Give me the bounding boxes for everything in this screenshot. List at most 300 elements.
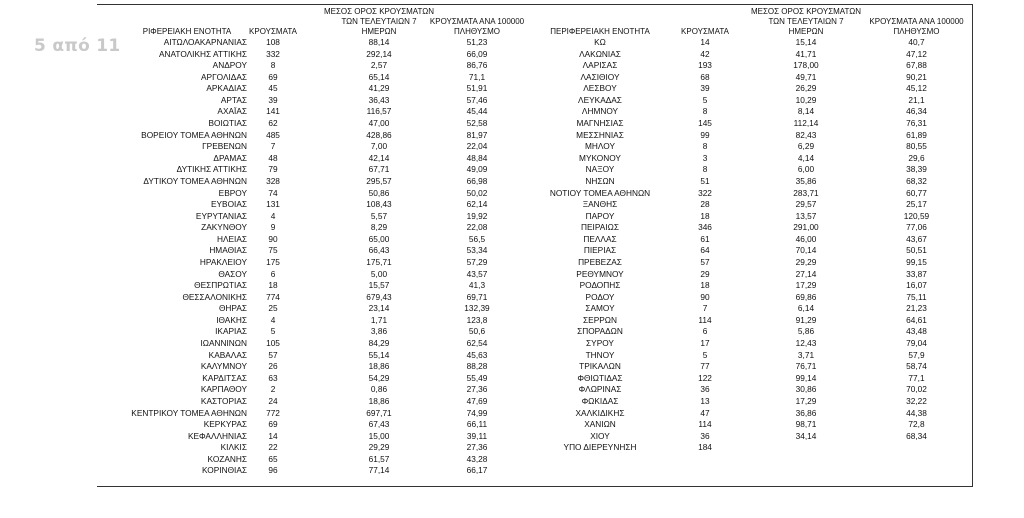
table-row xyxy=(97,222,517,234)
table-row xyxy=(545,141,973,153)
cell-avg-7-days: 8,29 xyxy=(370,222,388,233)
cell-avg-7-days: 49,71 xyxy=(795,71,817,82)
table-row xyxy=(97,338,517,350)
cell-avg-7-days: 67,71 xyxy=(368,164,390,175)
cell-cases: 105 xyxy=(266,338,280,349)
header-cases: ΚΡΟΥΣΜΑΤΑ xyxy=(681,27,729,36)
cell-avg-7-days: 5,00 xyxy=(370,268,388,279)
cell-cases: 39 xyxy=(700,83,710,94)
cell-region: ΛΑΚΩΝΙΑΣ xyxy=(579,48,621,59)
table-row xyxy=(97,153,517,165)
cell-avg-7-days: 8,14 xyxy=(797,106,815,117)
cell-region: ΚΕΡΚΥΡΑΣ xyxy=(203,419,247,430)
cell-per-100k: 19,92 xyxy=(466,210,488,221)
cell-per-100k: 79,04 xyxy=(906,338,927,349)
cell-region: ΠΕΙΡΑΙΩΣ xyxy=(581,222,619,233)
cell-region: ΧΙΟΥ xyxy=(590,430,610,441)
table-row xyxy=(545,338,973,350)
table-row xyxy=(97,176,517,188)
cell-region: ΑΝΔΡΟΥ xyxy=(212,60,247,71)
cell-avg-7-days: 35,86 xyxy=(795,175,817,186)
table-row xyxy=(97,130,517,142)
table-row xyxy=(97,408,517,420)
cell-per-100k: 50,51 xyxy=(906,245,927,256)
cell-per-100k: 52,58 xyxy=(466,118,488,129)
cell-cases: 99 xyxy=(700,129,710,140)
cell-region: ΘΗΡΑΣ xyxy=(218,303,247,314)
cell-avg-7-days: 18,86 xyxy=(368,395,390,406)
cell-region: ΞΑΝΘΗΣ xyxy=(582,199,618,210)
cell-cases: 57 xyxy=(268,349,278,360)
cell-avg-7-days: 291,00 xyxy=(793,222,819,233)
table-row xyxy=(97,465,517,477)
cell-per-100k: 53,34 xyxy=(466,245,488,256)
cell-cases: 45 xyxy=(268,83,278,94)
cell-per-100k: 39,11 xyxy=(466,430,488,441)
cell-per-100k: 81,97 xyxy=(466,129,488,140)
cell-cases: 63 xyxy=(268,372,278,383)
cell-cases: 131 xyxy=(266,199,280,210)
cell-per-100k: 49,09 xyxy=(466,164,488,175)
cell-cases: 4 xyxy=(270,314,276,325)
cell-cases: 8 xyxy=(702,106,708,117)
cell-region: ΗΡΑΚΛΕΙΟΥ xyxy=(199,256,247,267)
cell-cases: 51 xyxy=(700,175,710,186)
table-row xyxy=(545,257,973,269)
cell-per-100k: 57,9 xyxy=(908,349,925,360)
cell-per-100k: 58,74 xyxy=(906,361,927,372)
cell-cases: 57 xyxy=(700,256,710,267)
table-row xyxy=(545,280,973,292)
cell-region: ΦΩΚΙΔΑΣ xyxy=(581,395,619,406)
table-row xyxy=(545,245,973,257)
cell-avg-7-days: 41,29 xyxy=(368,83,390,94)
table-row xyxy=(545,164,973,176)
cell-per-100k: 57,29 xyxy=(466,256,488,267)
cell-cases: 5 xyxy=(270,326,276,337)
right-table xyxy=(545,0,973,454)
table-row xyxy=(545,303,973,315)
cell-cases: 48 xyxy=(268,152,278,163)
cell-per-100k: 16,07 xyxy=(906,280,927,291)
table-row xyxy=(97,431,517,443)
table-row xyxy=(97,37,517,49)
table-row xyxy=(97,83,517,95)
cell-region: ΕΥΡΥΤΑΝΙΑΣ xyxy=(195,210,247,221)
cell-region: ΚΑΡΠΑΘΟΥ xyxy=(200,384,247,395)
cell-region: ΠΕΛΛΑΣ xyxy=(583,233,617,244)
table-row xyxy=(97,164,517,176)
cell-cases: 114 xyxy=(698,419,712,430)
table-row xyxy=(97,373,517,385)
table-bottom-border xyxy=(97,486,973,487)
table-row xyxy=(545,106,973,118)
cell-avg-7-days: 3,86 xyxy=(370,326,388,337)
cell-cases: 114 xyxy=(698,314,712,325)
cell-cases: 36 xyxy=(700,430,710,441)
cell-region: ΚΑΡΔΙΤΣΑΣ xyxy=(202,372,247,383)
cell-cases: 79 xyxy=(268,164,278,175)
cell-avg-7-days: 77,14 xyxy=(368,465,390,476)
cell-region: ΖΑΚΥΝΘΟΥ xyxy=(201,222,247,233)
table-row xyxy=(545,234,973,246)
cell-cases: 2 xyxy=(270,384,276,395)
cell-avg-7-days: 61,57 xyxy=(368,453,390,464)
cell-per-100k: 88,28 xyxy=(466,361,488,372)
cell-per-100k: 43,48 xyxy=(906,326,927,337)
cell-avg-7-days: 15,57 xyxy=(368,280,390,291)
cell-cases: 22 xyxy=(268,442,278,453)
cell-cases: 28 xyxy=(700,199,710,210)
cell-region: ΡΟΔΟΠΗΣ xyxy=(579,280,621,291)
header-avg-7-days: ΜΕΣΟΣ ΟΡΟΣ ΚΡΟΥΣΜΑΤΩΝ ΤΩΝ ΤΕΛΕΥΤΑΙΩΝ 7 ΗΜΕΡΩΝ xyxy=(750,7,862,36)
cell-avg-7-days: 13,57 xyxy=(795,210,817,221)
cell-cases: 24 xyxy=(268,395,278,406)
right-table-body xyxy=(545,37,973,454)
table-row xyxy=(97,245,517,257)
cell-cases: 5 xyxy=(702,94,708,105)
cell-avg-7-days: 108,43 xyxy=(366,199,392,210)
cell-avg-7-days: 50,86 xyxy=(368,187,390,198)
cell-region: ΜΑΓΝΗΣΙΑΣ xyxy=(576,118,624,129)
cell-avg-7-days: 6,14 xyxy=(797,303,815,314)
cell-cases: 6 xyxy=(702,326,708,337)
table-row xyxy=(545,188,973,200)
cell-region: ΝΟΤΙΟΥ ΤΟΜΕΑ ΑΘΗΝΩΝ xyxy=(549,187,651,198)
table-row xyxy=(545,153,973,165)
cell-region: ΙΩΑΝΝΙΝΩΝ xyxy=(200,338,247,349)
cell-avg-7-days: 54,29 xyxy=(368,372,390,383)
table-row xyxy=(545,211,973,223)
cell-per-100k: 40,7 xyxy=(908,37,925,47)
table-row xyxy=(97,442,517,454)
cell-avg-7-days: 697,71 xyxy=(366,407,392,418)
table-row xyxy=(545,326,973,338)
header-cases: ΚΡΟΥΣΜΑΤΑ xyxy=(249,27,297,36)
cell-cases: 14 xyxy=(700,37,710,47)
cell-region: ΧΑΝΙΩΝ xyxy=(584,419,616,430)
cell-cases: 18 xyxy=(268,280,278,291)
cell-cases: 90 xyxy=(268,233,278,244)
table-row xyxy=(97,49,517,61)
cell-avg-7-days: 26,29 xyxy=(795,83,817,94)
table-row xyxy=(97,326,517,338)
cell-avg-7-days: 29,29 xyxy=(368,442,390,453)
table-row xyxy=(545,431,973,443)
cell-cases: 193 xyxy=(698,60,712,71)
cell-per-100k: 51,23 xyxy=(466,37,488,47)
cell-region: ΕΒΡΟΥ xyxy=(218,187,247,198)
cell-region: ΡΕΘΥΜΝΟΥ xyxy=(576,268,624,279)
cell-region: ΘΕΣΠΡΩΤΙΑΣ xyxy=(194,280,247,291)
cell-per-100k: 66,11 xyxy=(466,419,488,430)
cell-region: ΛΕΣΒΟΥ xyxy=(583,83,617,94)
cell-region: ΠΙΕΡΙΑΣ xyxy=(583,245,617,256)
cell-region: ΚΑΒΑΛΑΣ xyxy=(208,349,247,360)
cell-region: ΝΑΞΟΥ xyxy=(585,164,615,175)
right-table-header xyxy=(545,0,973,37)
table-row xyxy=(97,454,517,466)
cell-region: ΛΗΜΝΟΥ xyxy=(581,106,619,117)
cell-region: ΚΕΝΤΡΙΚΟΥ ΤΟΜΕΑ ΑΘΗΝΩΝ xyxy=(131,407,247,418)
cell-cases: 64 xyxy=(700,245,710,256)
cell-region: ΙΚΑΡΙΑΣ xyxy=(215,326,247,337)
cell-region: ΑΝΑΤΟΛΙΚΗΣ ΑΤΤΙΚΗΣ xyxy=(158,48,247,59)
table-row xyxy=(545,384,973,396)
cell-per-100k: 77,1 xyxy=(908,372,925,383)
cell-region: ΛΑΡΙΣΑΣ xyxy=(582,60,618,71)
cell-cases: 47 xyxy=(700,407,710,418)
cell-region: ΑΡΚΑΔΙΑΣ xyxy=(206,83,247,94)
cell-per-100k: 55,49 xyxy=(466,372,488,383)
table-row xyxy=(545,350,973,362)
cell-avg-7-days: 70,14 xyxy=(795,245,817,256)
cell-per-100k: 43,28 xyxy=(466,453,488,464)
table-row xyxy=(545,130,973,142)
cell-region: ΛΑΣΙΘΙΟΥ xyxy=(580,71,620,82)
cell-cases: 69 xyxy=(268,71,278,82)
cell-per-100k: 45,63 xyxy=(466,349,488,360)
cell-cases: 184 xyxy=(698,442,712,453)
cell-avg-7-days: 679,43 xyxy=(366,291,392,302)
cell-avg-7-days: 428,86 xyxy=(366,129,392,140)
cell-region: ΒΟΡΕΙΟΥ ΤΟΜΕΑ ΑΘΗΝΩΝ xyxy=(141,129,247,140)
cell-region: ΗΜΑΘΙΑΣ xyxy=(209,245,247,256)
cell-region: ΜΗΛΟΥ xyxy=(585,141,615,152)
cell-cases: 25 xyxy=(268,303,278,314)
header-region: ΡΙΦΕΡΕΙΑΚΗ ΕΝΟΤΗΤΑ xyxy=(142,27,232,36)
cell-region: ΑΧΑΪΑΣ xyxy=(217,106,247,117)
cell-region: ΔΥΤΙΚΟΥ ΤΟΜΕΑ ΑΘΗΝΩΝ xyxy=(143,175,247,186)
table-row xyxy=(97,72,517,84)
cell-per-100k: 66,17 xyxy=(466,465,488,476)
cell-avg-7-days: 4,14 xyxy=(797,152,815,163)
cell-cases: 8 xyxy=(702,141,708,152)
cell-region: ΦΘΙΩΤΙΔΑΣ xyxy=(577,372,623,383)
cell-cases: 6 xyxy=(270,268,276,279)
cell-avg-7-days: 65,00 xyxy=(368,233,390,244)
cell-cases: 141 xyxy=(266,106,280,117)
cell-avg-7-days: 91,29 xyxy=(795,314,817,325)
cell-per-100k: 56,5 xyxy=(468,233,486,244)
cell-region: ΝΗΣΩΝ xyxy=(585,175,615,186)
cell-avg-7-days: 295,57 xyxy=(366,175,392,186)
cell-region: ΧΑΛΚΙΔΙΚΗΣ xyxy=(575,407,625,418)
cell-region: ΣΕΡΡΩΝ xyxy=(583,314,617,325)
cell-avg-7-days: 283,71 xyxy=(793,187,819,198)
cell-per-100k: 66,09 xyxy=(466,48,488,59)
table-row xyxy=(97,315,517,327)
table-row xyxy=(545,83,973,95)
cell-cases: 14 xyxy=(268,430,278,441)
cell-cases: 68 xyxy=(700,71,710,82)
cell-avg-7-days: 42,14 xyxy=(368,152,390,163)
cell-region: ΒΟΙΩΤΙΑΣ xyxy=(208,118,247,129)
table-row xyxy=(97,350,517,362)
table-row xyxy=(97,188,517,200)
cell-per-100k: 76,31 xyxy=(906,118,927,129)
cell-avg-7-days: 18,86 xyxy=(368,361,390,372)
table-row xyxy=(545,222,973,234)
cell-per-100k: 22,08 xyxy=(466,222,488,233)
cell-avg-7-days: 5,57 xyxy=(370,210,388,221)
table-row xyxy=(97,257,517,269)
cell-region: ΣΑΜΟΥ xyxy=(585,303,615,314)
cell-region: ΘΑΣΟΥ xyxy=(218,268,247,279)
cell-per-100k: 25,17 xyxy=(906,199,927,210)
cell-region: ΘΕΣΣΑΛΟΝΙΚΗΣ xyxy=(182,291,247,302)
cell-region: ΚΟΖΑΝΗΣ xyxy=(207,453,247,464)
cell-per-100k: 71,1 xyxy=(468,71,486,82)
cell-region: ΑΙΤΩΛΟΑΚΑΡΝΑΝΙΑΣ xyxy=(163,37,247,47)
cell-cases: 175 xyxy=(266,256,280,267)
cell-cases: 8 xyxy=(702,164,708,175)
table-row xyxy=(97,199,517,211)
cell-region: ΤΗΝΟΥ xyxy=(585,349,615,360)
cell-region: ΚΑΣΤΟΡΙΑΣ xyxy=(200,395,247,406)
cell-avg-7-days: 15,14 xyxy=(795,37,817,47)
table-row xyxy=(97,396,517,408)
cell-cases: 18 xyxy=(700,210,710,221)
cell-cases: 77 xyxy=(700,361,710,372)
table-row xyxy=(97,303,517,315)
cell-avg-7-days: 175,71 xyxy=(366,256,392,267)
cell-avg-7-days: 12,43 xyxy=(795,338,817,349)
cell-cases: 145 xyxy=(698,118,712,129)
cell-region: ΜΕΣΣΗΝΙΑΣ xyxy=(576,129,624,140)
cell-avg-7-days: 84,29 xyxy=(368,338,390,349)
cell-per-100k: 57,46 xyxy=(466,94,488,105)
cell-avg-7-days: 3,71 xyxy=(797,349,815,360)
cell-cases: 485 xyxy=(266,129,280,140)
cell-per-100k: 43,57 xyxy=(466,268,488,279)
cell-cases: 328 xyxy=(266,175,280,186)
table-row xyxy=(545,269,973,281)
table-row xyxy=(545,361,973,373)
cell-avg-7-days: 23,14 xyxy=(368,303,390,314)
table-row xyxy=(97,106,517,118)
table-row xyxy=(545,49,973,61)
table-row xyxy=(545,442,973,454)
cell-per-100k: 51,91 xyxy=(466,83,488,94)
cell-per-100k: 27,36 xyxy=(466,384,488,395)
cell-per-100k: 46,34 xyxy=(906,106,927,117)
cell-per-100k: 68,34 xyxy=(906,430,927,441)
cell-per-100k: 33,87 xyxy=(906,268,927,279)
cell-cases: 18 xyxy=(700,280,710,291)
table-row xyxy=(97,141,517,153)
cell-cases: 61 xyxy=(700,233,710,244)
table-row xyxy=(545,176,973,188)
cell-per-100k: 132,39 xyxy=(464,303,490,314)
cell-region: ΚΕΦΑΛΛΗΝΙΑΣ xyxy=(187,430,247,441)
cell-per-100k: 32,22 xyxy=(906,395,927,406)
cell-avg-7-days: 47,00 xyxy=(368,118,390,129)
cell-per-100k: 69,71 xyxy=(466,291,488,302)
cell-per-100k: 45,12 xyxy=(906,83,927,94)
cell-region: ΠΑΡΟΥ xyxy=(585,210,615,221)
cell-cases: 74 xyxy=(268,187,278,198)
table-row xyxy=(545,396,973,408)
table-row xyxy=(545,60,973,72)
cell-cases: 36 xyxy=(700,384,710,395)
cell-avg-7-days: 34,14 xyxy=(795,430,817,441)
table-row xyxy=(545,315,973,327)
cell-cases: 122 xyxy=(698,372,712,383)
cell-region: ΚΙΛΚΙΣ xyxy=(220,442,247,453)
cell-region: ΜΥΚΟΝΟΥ xyxy=(579,152,621,163)
cell-cases: 8 xyxy=(270,60,276,71)
cell-cases: 26 xyxy=(268,361,278,372)
page-counter: 5 από 11 xyxy=(34,36,121,56)
cell-cases: 62 xyxy=(268,118,278,129)
table-row xyxy=(545,373,973,385)
cell-region: ΠΡΕΒΕΖΑΣ xyxy=(578,256,622,267)
cell-cases: 96 xyxy=(268,465,278,476)
cell-cases: 17 xyxy=(700,338,710,349)
cell-per-100k: 68,32 xyxy=(906,175,927,186)
table-row xyxy=(97,118,517,130)
cell-per-100k: 50,02 xyxy=(466,187,488,198)
cell-per-100k: 44,38 xyxy=(906,407,927,418)
cell-avg-7-days: 99,14 xyxy=(795,372,817,383)
cell-per-100k: 50,6 xyxy=(468,326,486,337)
cell-avg-7-days: 88,14 xyxy=(368,37,390,47)
cell-per-100k: 74,99 xyxy=(466,407,488,418)
header-per-100k: ΚΡΟΥΣΜΑΤΑ ΑΝΑ 100000 ΠΛΗΘΥΣΜΟ xyxy=(869,17,964,36)
cell-avg-7-days: 46,00 xyxy=(795,233,817,244)
cell-avg-7-days: 5,86 xyxy=(797,326,815,337)
cell-per-100k: 66,98 xyxy=(466,175,488,186)
table-row xyxy=(545,118,973,130)
left-table-header xyxy=(97,0,525,37)
cell-region: ΥΠΟ ΔΙΕΡΕΥΝΗΣΗ xyxy=(563,442,637,453)
cell-cases: 772 xyxy=(266,407,280,418)
cell-cases: 39 xyxy=(268,94,278,105)
cell-cases: 69 xyxy=(268,419,278,430)
cell-region: ΚΟΡΙΝΘΙΑΣ xyxy=(202,465,247,476)
cell-avg-7-days: 76,71 xyxy=(795,361,817,372)
cell-cases: 5 xyxy=(702,349,708,360)
cell-region: ΗΛΕΙΑΣ xyxy=(216,233,247,244)
cell-cases: 7 xyxy=(702,303,708,314)
cell-per-100k: 21,23 xyxy=(906,303,927,314)
table-row xyxy=(97,95,517,107)
cell-avg-7-days: 292,14 xyxy=(366,48,392,59)
cell-cases: 7 xyxy=(270,141,276,152)
cell-avg-7-days: 178,00 xyxy=(793,60,819,71)
cell-avg-7-days: 2,57 xyxy=(370,60,388,71)
cell-region: ΓΡΕΒΕΝΩΝ xyxy=(202,141,247,152)
table-row xyxy=(545,419,973,431)
cell-per-100k: 22,04 xyxy=(466,141,488,152)
table-row xyxy=(97,361,517,373)
cell-avg-7-days: 36,86 xyxy=(795,407,817,418)
cell-cases: 13 xyxy=(700,395,710,406)
cell-cases: 65 xyxy=(268,453,278,464)
cell-per-100k: 80,55 xyxy=(906,141,927,152)
cell-region: ΣΥΡΟΥ xyxy=(586,338,614,349)
cell-cases: 90 xyxy=(700,291,710,302)
left-table xyxy=(97,0,525,477)
cell-per-100k: 43,67 xyxy=(906,233,927,244)
table-row xyxy=(97,60,517,72)
cell-per-100k: 47,69 xyxy=(466,395,488,406)
cell-avg-7-days: 98,71 xyxy=(795,419,817,430)
cell-per-100k: 27,36 xyxy=(466,442,488,453)
cell-region: ΤΡΙΚΑΛΩΝ xyxy=(579,361,621,372)
cell-cases: 774 xyxy=(266,291,280,302)
